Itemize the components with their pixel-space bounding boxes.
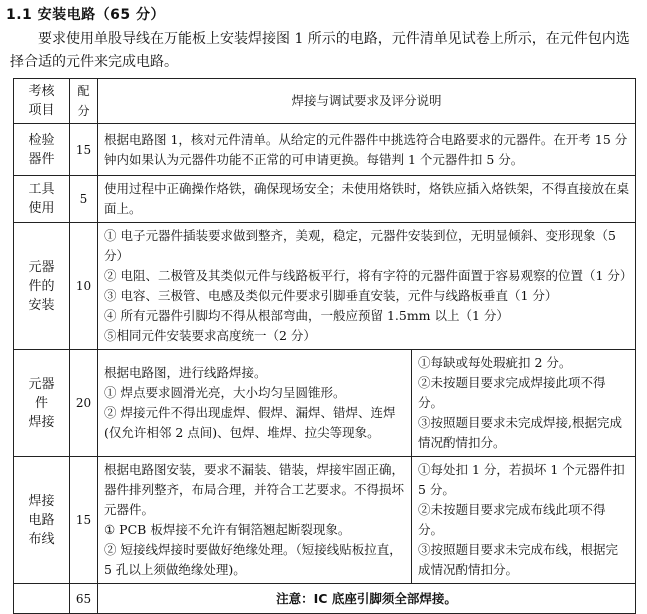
row-content-line: ① PCB 板焊接不允许有铜箔翘起断裂现象。: [104, 522, 351, 537]
row-deduct-line: ①每缺或每处瑕疵扣 2 分。: [418, 355, 572, 370]
header-score-line: 配: [77, 84, 90, 98]
row-deduct-line: ②未按题目要求完成布线此项不得分。: [418, 502, 606, 537]
row-item-cell: [14, 124, 70, 176]
row-content-line: ② 短接线焊接时要做好绝缘处理。（短接线贴板拉直，5 孔以上须做绝缘处理)。: [104, 542, 402, 577]
row-content-cell: [98, 223, 636, 350]
row-content-line: 使用过程中正确操作烙铁，确保现场安全；未使用烙铁时，烙铁应插入烙铁架，不得直接放在桌面上。: [104, 181, 630, 216]
header-score-cell: [70, 79, 98, 124]
row-item-line: 检验: [28, 132, 55, 148]
row-content-cell: [98, 124, 636, 176]
row-score-cell: 10: [70, 223, 98, 350]
footer-item-cell: [14, 584, 70, 614]
row-content-line: 根据电路图安装，要求不漏装、错装，焊接牢固正确，器件排列整齐，布局合理，并符合工艺要求。不得损坏元器件。: [104, 462, 405, 517]
row-content-line: ⑤相同元件安装要求高度统一（2 分）: [104, 328, 316, 343]
row-content-line: 根据电路图，进行线路焊接。: [104, 365, 267, 380]
table-footer-row: [14, 584, 636, 614]
table-row: [14, 176, 636, 223]
row-content-line: ② 电阻、二极管及其类似元件与线路板平行，将有字符的元器件面置于容易观察的位置（1 分）: [104, 268, 633, 283]
table-row: [14, 350, 636, 457]
row-item-line: 器件: [28, 151, 55, 167]
row-item-cell: [14, 350, 70, 457]
table-row: [14, 223, 636, 350]
header-item-cell: [14, 79, 70, 124]
row-score-cell: 5: [70, 176, 98, 223]
row-deduct-cell: [412, 350, 636, 457]
row-deduct-line: ①每处扣 1 分，若损坏 1 个元器件扣 5 分。: [418, 462, 625, 497]
table-row: [14, 124, 636, 176]
row-content-cell: [98, 176, 636, 223]
row-item-line: 使用: [28, 201, 55, 216]
row-item-cell: [14, 176, 70, 223]
header-item-line: 项目: [28, 103, 55, 118]
row-content-cell: [98, 457, 412, 584]
table-row: [14, 457, 636, 584]
row-score-cell: 15: [70, 124, 98, 176]
header-item-line: 考核: [28, 84, 55, 99]
row-item-line: 安装: [28, 297, 55, 313]
row-content-line: ① 电子元器件插装要求做到整齐，美观，稳定，元器件安装到位，无明显倾斜、变形现象（5 分）: [104, 228, 616, 263]
row-item-line: 元器: [28, 259, 55, 275]
row-score-cell: 15: [70, 457, 98, 584]
row-content-line: ③ 电容、三极管、电感及类似元件要求引脚垂直安装，元件与线路板垂直（1 分）: [104, 288, 558, 303]
row-item-cell: [14, 457, 70, 584]
row-item-line: 件的: [28, 278, 55, 294]
section-heading: 1.1 安装电路（65 分）: [6, 7, 166, 23]
row-content-line: ② 焊接元件不得出现虚焊、假焊、漏焊、错焊、连焊(仅允许相邻 2 点间)、包焊、堆焊、拉尖等现象。: [104, 405, 396, 440]
row-item-line: 工具: [28, 182, 55, 197]
row-content-line: 根据电路图 1，核对元件清单。从给定的元件器件中挑选符合电路要求的元器件。在开考 15 分钟内如果认为元器件功能不正常的可申请更换。每错判 1 个元器件扣 5 分。: [104, 131, 628, 167]
row-item-cell: [14, 223, 70, 350]
row-item-line: 件: [34, 395, 48, 411]
row-item-line: 电路: [28, 512, 55, 528]
header-score-line: 分: [77, 104, 90, 118]
row-deduct-line: ③按照题目要求未完成布线，根据完成情况酌情扣分。: [418, 542, 619, 577]
table-header-row: [14, 79, 636, 124]
row-deduct-cell: [412, 457, 636, 584]
row-deduct-line: ②未按题目要求完成焊接此项不得分。: [418, 375, 606, 410]
row-score-cell: 20: [70, 350, 98, 457]
row-item-line: 布线: [28, 531, 55, 547]
row-deduct-line: ③按照题目要求未完成焊接,根据完成情况酌情扣分。: [418, 415, 622, 450]
row-item-line: 焊接: [28, 414, 55, 430]
row-item-line: 焊接: [28, 493, 55, 509]
row-content-line: ④ 所有元器件引脚均不得从根部弯曲，一般应预留 1.5mm 以上（1 分）: [104, 308, 509, 323]
row-content-cell: [98, 350, 412, 457]
header-content-cell: 焊接与调试要求及评分说明: [98, 79, 636, 124]
intro-paragraph: 要求使用单股导线在万能板上安装焊接图 1 所示的电路，元件清单见试卷上所示，在元件包内选择合适的元件来完成电路。: [10, 31, 630, 70]
footer-note: 注意：IC 底座引脚须全部焊接。: [98, 584, 636, 614]
footer-score-cell: 65: [70, 584, 98, 614]
scoring-table: [13, 78, 636, 614]
row-item-line: 元器: [28, 376, 55, 392]
row-content-line: ① 焊点要求圆滑光亮，大小均匀呈圆锥形。: [104, 385, 346, 400]
